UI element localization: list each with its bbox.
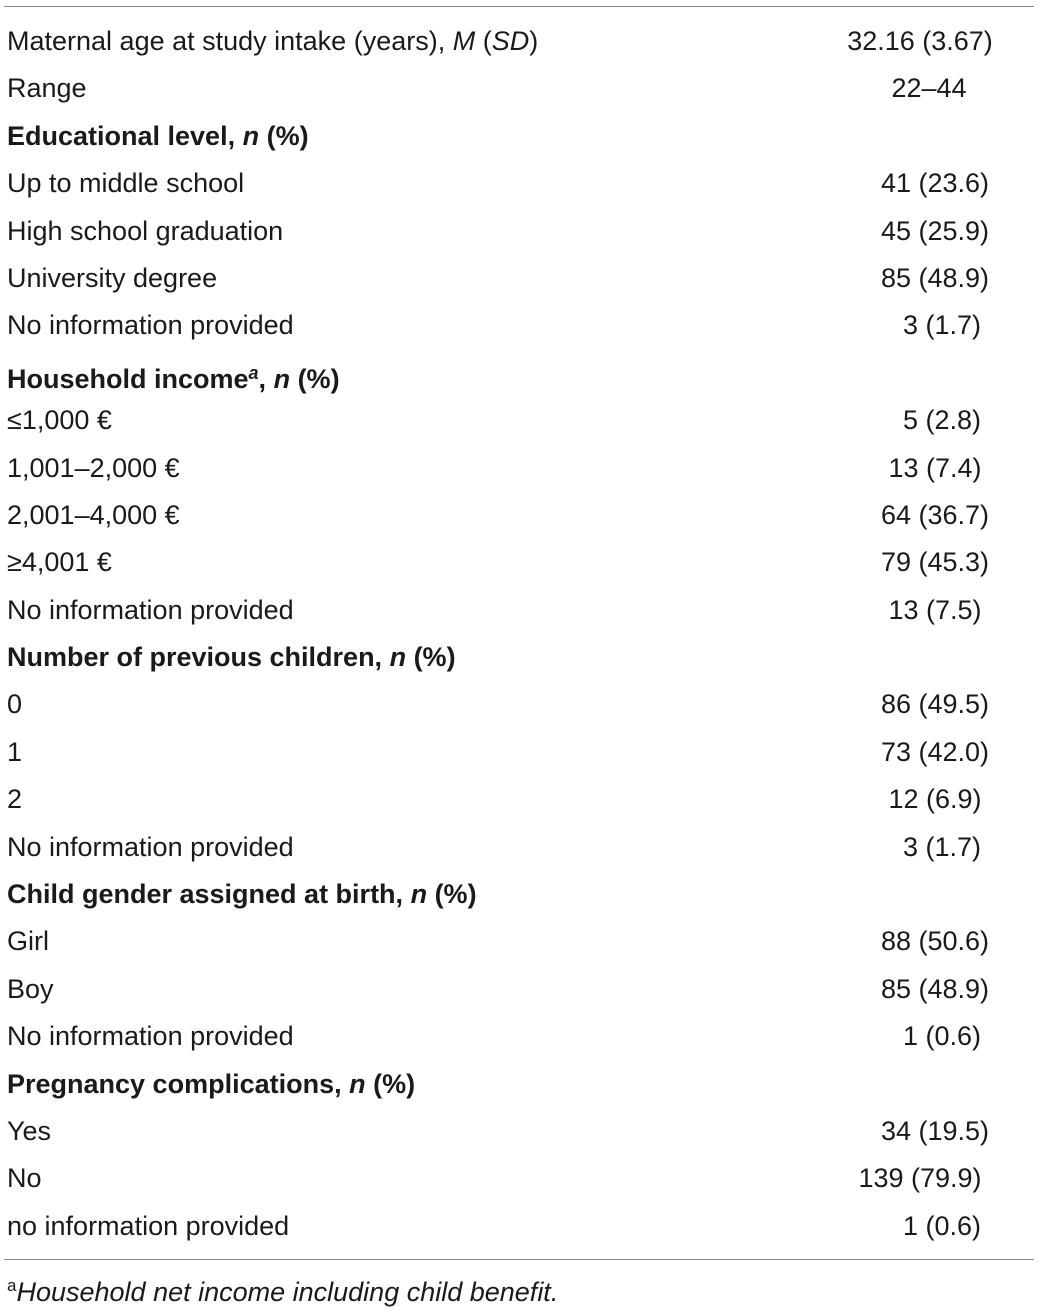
label-text: Pregnancy complications, bbox=[7, 1068, 350, 1099]
row-label bbox=[7, 65, 87, 112]
table-row bbox=[0, 1108, 1040, 1155]
label-text: (%) bbox=[259, 120, 309, 151]
label-text: Girl bbox=[7, 926, 49, 957]
section-header-label bbox=[7, 634, 456, 681]
table-row bbox=[0, 445, 1040, 492]
table-row bbox=[0, 824, 1040, 871]
row-value: 13 (7.5) bbox=[888, 594, 982, 625]
row-value: 85 (48.9) bbox=[880, 973, 990, 1004]
row-label bbox=[7, 587, 294, 634]
footnote-mark: a bbox=[248, 362, 259, 383]
label-text: 2,001–4,000 € bbox=[7, 499, 180, 530]
label-text: no information provided bbox=[7, 1210, 290, 1241]
label-text: ≤1,000 € bbox=[7, 405, 112, 436]
footnote-text: Household net income including child benefit. bbox=[16, 1277, 559, 1307]
table-row bbox=[0, 160, 1040, 207]
label-text: Educational level, bbox=[7, 120, 243, 151]
section-header-row bbox=[0, 634, 1040, 681]
table-bottom-rule bbox=[4, 1259, 1034, 1260]
row-value: 1 (0.6) bbox=[902, 1021, 982, 1052]
label-text: No information provided bbox=[7, 594, 294, 625]
section-header-label bbox=[7, 1061, 415, 1108]
label-text: 1,001–2,000 € bbox=[7, 452, 180, 483]
row-value: 3 (1.7) bbox=[902, 310, 982, 341]
row-label bbox=[7, 681, 22, 728]
label-text: 0 bbox=[7, 689, 23, 720]
demographics-table bbox=[0, 18, 1040, 1250]
row-value: 32.16 (3.67) bbox=[847, 26, 993, 56]
label-text: ≥4,001 € bbox=[7, 547, 112, 578]
row-value: 1 (0.6) bbox=[902, 1210, 982, 1241]
label-text: (%) bbox=[427, 879, 477, 910]
label-text: Up to middle school bbox=[7, 168, 245, 199]
row-label bbox=[7, 966, 54, 1013]
section-header-label bbox=[7, 350, 340, 403]
label-text: ( bbox=[475, 26, 492, 56]
label-text: Maternal age at study intake (years), bbox=[7, 26, 453, 56]
label-text: No information provided bbox=[7, 1021, 294, 1052]
label-text: No information provided bbox=[7, 310, 294, 341]
label-text: , bbox=[258, 363, 274, 394]
stat-symbol: SD bbox=[491, 26, 530, 56]
row-label bbox=[7, 1108, 51, 1155]
stat-symbol: n bbox=[273, 363, 291, 394]
row-value: 85 (48.9) bbox=[880, 262, 990, 293]
row-label bbox=[7, 160, 244, 207]
row-label bbox=[7, 397, 112, 444]
table-row bbox=[0, 1203, 1040, 1250]
label-text: No bbox=[7, 1163, 42, 1194]
label-text: (%) bbox=[406, 642, 456, 673]
table-row bbox=[0, 18, 1040, 65]
row-value: 22–44 bbox=[891, 73, 967, 104]
section-header-row bbox=[0, 350, 1040, 397]
row-label bbox=[7, 1155, 42, 1202]
row-label bbox=[7, 302, 294, 349]
table-row bbox=[0, 918, 1040, 965]
label-text: Household income bbox=[7, 363, 249, 394]
label-text: Range bbox=[7, 73, 87, 104]
table-row bbox=[0, 492, 1040, 539]
table-row bbox=[0, 208, 1040, 255]
table-row bbox=[0, 1013, 1040, 1060]
section-header-label bbox=[7, 113, 309, 160]
table-row bbox=[0, 539, 1040, 586]
row-value: 139 (79.9) bbox=[858, 1163, 982, 1194]
stat-symbol: n bbox=[242, 120, 260, 151]
footnote-mark: a bbox=[7, 1276, 17, 1295]
row-value: 79 (45.3) bbox=[880, 547, 990, 578]
row-value: 3 (1.7) bbox=[902, 831, 982, 862]
row-label bbox=[7, 18, 538, 65]
label-text: (%) bbox=[290, 363, 340, 394]
row-label bbox=[7, 776, 22, 823]
table-row bbox=[0, 776, 1040, 823]
row-value: 13 (7.4) bbox=[888, 452, 982, 483]
row-label bbox=[7, 918, 49, 965]
table-row bbox=[0, 255, 1040, 302]
table-row bbox=[0, 587, 1040, 634]
label-text: (%) bbox=[365, 1068, 416, 1099]
row-label bbox=[7, 208, 283, 255]
table-row bbox=[0, 1155, 1040, 1202]
table-row bbox=[0, 302, 1040, 349]
stat-symbol: n bbox=[389, 642, 407, 673]
table-footnote bbox=[7, 1268, 558, 1310]
table-row bbox=[0, 397, 1040, 444]
label-text: University degree bbox=[7, 262, 218, 293]
stat-symbol: M bbox=[452, 26, 476, 56]
row-value: 45 (25.9) bbox=[880, 215, 990, 246]
label-text: Child gender assigned at birth, bbox=[7, 879, 411, 910]
row-label bbox=[7, 255, 217, 302]
label-text: Yes bbox=[7, 1115, 52, 1146]
row-value: 88 (50.6) bbox=[880, 926, 990, 957]
table-row bbox=[0, 681, 1040, 728]
label-text: No information provided bbox=[7, 831, 294, 862]
label-text: ) bbox=[529, 26, 539, 56]
label-text: 2 bbox=[7, 784, 23, 815]
row-label bbox=[7, 539, 112, 586]
row-label bbox=[7, 824, 294, 871]
row-value: 73 (42.0) bbox=[880, 736, 990, 767]
stat-symbol: n bbox=[349, 1068, 366, 1099]
table-row bbox=[0, 65, 1040, 112]
label-text: Number of previous children, bbox=[7, 642, 390, 673]
row-value: 64 (36.7) bbox=[880, 499, 990, 530]
section-header-label bbox=[7, 871, 477, 918]
row-label bbox=[7, 1013, 294, 1060]
row-label bbox=[7, 1203, 289, 1250]
table-row bbox=[0, 966, 1040, 1013]
section-header-row bbox=[0, 1061, 1040, 1108]
row-value: 34 (19.5) bbox=[880, 1115, 990, 1146]
stat-symbol: n bbox=[410, 879, 428, 910]
section-header-row bbox=[0, 113, 1040, 160]
row-value: 5 (2.8) bbox=[902, 405, 982, 436]
row-value: 12 (6.9) bbox=[888, 784, 982, 815]
row-value: 86 (49.5) bbox=[880, 689, 990, 720]
label-text: 1 bbox=[7, 736, 23, 767]
table-row bbox=[0, 729, 1040, 776]
row-label bbox=[7, 445, 180, 492]
section-header-row bbox=[0, 871, 1040, 918]
label-text: Boy bbox=[7, 973, 54, 1004]
row-label bbox=[7, 729, 22, 776]
row-label bbox=[7, 492, 180, 539]
row-value: 41 (23.6) bbox=[880, 168, 990, 199]
label-text: High school graduation bbox=[7, 215, 284, 246]
table-top-rule bbox=[4, 6, 1034, 7]
